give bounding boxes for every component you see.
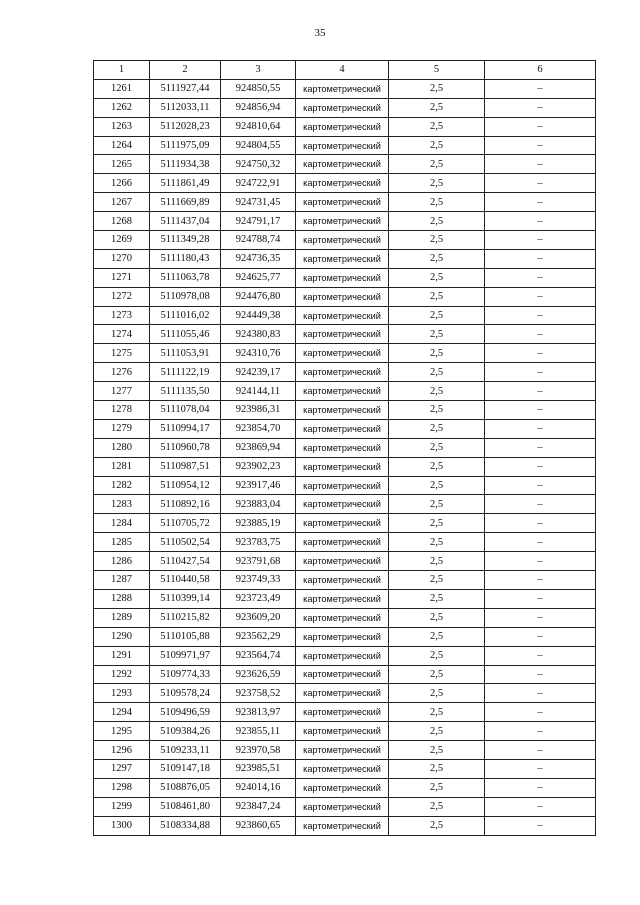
note-cell: – (485, 363, 596, 382)
point-number-cell: 1268 (94, 212, 150, 231)
y-coordinate-cell: 924736,35 (221, 249, 296, 268)
method-cell: картометрический (296, 117, 389, 136)
point-number-cell: 1288 (94, 589, 150, 608)
note-cell: – (485, 382, 596, 401)
table-header-row (94, 61, 596, 80)
x-coordinate-cell: 5111122,19 (150, 363, 221, 382)
y-coordinate-cell: 924014,16 (221, 778, 296, 797)
accuracy-cell: 2,5 (389, 325, 485, 344)
table-row (94, 722, 596, 741)
table-row (94, 231, 596, 250)
y-coordinate-cell: 924810,64 (221, 117, 296, 136)
table-row (94, 514, 596, 533)
method-cell: картометрический (296, 778, 389, 797)
accuracy-cell: 2,5 (389, 98, 485, 117)
table-row (94, 117, 596, 136)
x-coordinate-cell: 5110954,12 (150, 476, 221, 495)
method-cell: картометрический (296, 457, 389, 476)
table-row (94, 797, 596, 816)
x-coordinate-cell: 5111063,78 (150, 268, 221, 287)
note-cell: – (485, 778, 596, 797)
accuracy-cell: 2,5 (389, 249, 485, 268)
accuracy-cell: 2,5 (389, 741, 485, 760)
point-number-cell: 1300 (94, 816, 150, 835)
x-coordinate-cell: 5111349,28 (150, 231, 221, 250)
x-coordinate-cell: 5108876,05 (150, 778, 221, 797)
method-cell: картометрический (296, 325, 389, 344)
point-number-cell: 1265 (94, 155, 150, 174)
y-coordinate-cell: 923758,52 (221, 684, 296, 703)
table-row (94, 419, 596, 438)
y-coordinate-cell: 924856,94 (221, 98, 296, 117)
accuracy-cell: 2,5 (389, 627, 485, 646)
x-coordinate-cell: 5110427,54 (150, 552, 221, 571)
page-number: 35 (314, 27, 326, 39)
column-header: 1 (94, 61, 150, 80)
table-row (94, 589, 596, 608)
x-coordinate-cell: 5111861,49 (150, 174, 221, 193)
y-coordinate-cell: 924239,17 (221, 363, 296, 382)
x-coordinate-cell: 5108334,88 (150, 816, 221, 835)
accuracy-cell: 2,5 (389, 306, 485, 325)
method-cell: картометрический (296, 684, 389, 703)
table-row (94, 476, 596, 495)
x-coordinate-cell: 5111669,89 (150, 193, 221, 212)
method-cell: картометрический (296, 268, 389, 287)
y-coordinate-cell: 923847,24 (221, 797, 296, 816)
x-coordinate-cell: 5110105,88 (150, 627, 221, 646)
y-coordinate-cell: 923970,58 (221, 741, 296, 760)
note-cell: – (485, 608, 596, 627)
column-header: 5 (389, 61, 485, 80)
method-cell: картометрический (296, 627, 389, 646)
x-coordinate-cell: 5109147,18 (150, 759, 221, 778)
x-coordinate-cell: 5111180,43 (150, 249, 221, 268)
method-cell: картометрический (296, 231, 389, 250)
point-number-cell: 1270 (94, 249, 150, 268)
note-cell: – (485, 703, 596, 722)
method-cell: картометрический (296, 401, 389, 420)
x-coordinate-cell: 5112028,23 (150, 117, 221, 136)
y-coordinate-cell: 923562,29 (221, 627, 296, 646)
y-coordinate-cell: 923860,65 (221, 816, 296, 835)
table-row (94, 155, 596, 174)
table-row (94, 212, 596, 231)
point-number-cell: 1275 (94, 344, 150, 363)
y-coordinate-cell: 924625,77 (221, 268, 296, 287)
x-coordinate-cell: 5110987,51 (150, 457, 221, 476)
point-number-cell: 1295 (94, 722, 150, 741)
point-number-cell: 1299 (94, 797, 150, 816)
method-cell: картометрический (296, 212, 389, 231)
method-cell: картометрический (296, 514, 389, 533)
accuracy-cell: 2,5 (389, 759, 485, 778)
point-number-cell: 1264 (94, 136, 150, 155)
table-row (94, 401, 596, 420)
point-number-cell: 1266 (94, 174, 150, 193)
point-number-cell: 1280 (94, 438, 150, 457)
table-row (94, 627, 596, 646)
point-number-cell: 1281 (94, 457, 150, 476)
point-number-cell: 1285 (94, 533, 150, 552)
accuracy-cell: 2,5 (389, 136, 485, 155)
table-row (94, 571, 596, 590)
note-cell: – (485, 495, 596, 514)
table-row (94, 79, 596, 98)
table-row (94, 533, 596, 552)
y-coordinate-cell: 923813,97 (221, 703, 296, 722)
point-number-cell: 1297 (94, 759, 150, 778)
point-number-cell: 1278 (94, 401, 150, 420)
y-coordinate-cell: 923885,19 (221, 514, 296, 533)
method-cell: картометрический (296, 759, 389, 778)
accuracy-cell: 2,5 (389, 552, 485, 571)
method-cell: картометрический (296, 306, 389, 325)
method-cell: картометрический (296, 533, 389, 552)
method-cell: картометрический (296, 495, 389, 514)
x-coordinate-cell: 5111135,50 (150, 382, 221, 401)
y-coordinate-cell: 924731,45 (221, 193, 296, 212)
accuracy-cell: 2,5 (389, 665, 485, 684)
x-coordinate-cell: 5111927,44 (150, 79, 221, 98)
note-cell: – (485, 759, 596, 778)
y-coordinate-cell: 923854,70 (221, 419, 296, 438)
method-cell: картометрический (296, 589, 389, 608)
method-cell: картометрический (296, 344, 389, 363)
point-number-cell: 1271 (94, 268, 150, 287)
point-number-cell: 1282 (94, 476, 150, 495)
note-cell: – (485, 231, 596, 250)
accuracy-cell: 2,5 (389, 401, 485, 420)
table-row (94, 98, 596, 117)
accuracy-cell: 2,5 (389, 231, 485, 250)
x-coordinate-cell: 5108461,80 (150, 797, 221, 816)
column-header: 2 (150, 61, 221, 80)
accuracy-cell: 2,5 (389, 174, 485, 193)
table-row (94, 306, 596, 325)
method-cell: картометрический (296, 741, 389, 760)
point-number-cell: 1262 (94, 98, 150, 117)
note-cell: – (485, 816, 596, 835)
accuracy-cell: 2,5 (389, 212, 485, 231)
accuracy-cell: 2,5 (389, 268, 485, 287)
note-cell: – (485, 684, 596, 703)
point-number-cell: 1273 (94, 306, 150, 325)
x-coordinate-cell: 5110399,14 (150, 589, 221, 608)
method-cell: картометрический (296, 665, 389, 684)
x-coordinate-cell: 5110994,17 (150, 419, 221, 438)
y-coordinate-cell: 923986,31 (221, 401, 296, 420)
note-cell: – (485, 79, 596, 98)
method-cell: картометрический (296, 608, 389, 627)
point-number-cell: 1267 (94, 193, 150, 212)
note-cell: – (485, 665, 596, 684)
x-coordinate-cell: 5110215,82 (150, 608, 221, 627)
y-coordinate-cell: 923723,49 (221, 589, 296, 608)
x-coordinate-cell: 5111016,02 (150, 306, 221, 325)
y-coordinate-cell: 924791,17 (221, 212, 296, 231)
y-coordinate-cell: 924788,74 (221, 231, 296, 250)
point-number-cell: 1296 (94, 741, 150, 760)
point-number-cell: 1286 (94, 552, 150, 571)
x-coordinate-cell: 5110978,08 (150, 287, 221, 306)
method-cell: картометрический (296, 722, 389, 741)
point-number-cell: 1263 (94, 117, 150, 136)
point-number-cell: 1287 (94, 571, 150, 590)
note-cell: – (485, 571, 596, 590)
method-cell: картометрический (296, 382, 389, 401)
method-cell: картометрический (296, 816, 389, 835)
accuracy-cell: 2,5 (389, 193, 485, 212)
note-cell: – (485, 419, 596, 438)
y-coordinate-cell: 923749,33 (221, 571, 296, 590)
x-coordinate-cell: 5110705,72 (150, 514, 221, 533)
y-coordinate-cell: 924722,91 (221, 174, 296, 193)
table-row (94, 457, 596, 476)
point-number-cell: 1293 (94, 684, 150, 703)
method-cell: картометрический (296, 571, 389, 590)
x-coordinate-cell: 5112033,11 (150, 98, 221, 117)
y-coordinate-cell: 923626,59 (221, 665, 296, 684)
x-coordinate-cell: 5110440,58 (150, 571, 221, 590)
accuracy-cell: 2,5 (389, 363, 485, 382)
method-cell: картометрический (296, 797, 389, 816)
table-row (94, 665, 596, 684)
x-coordinate-cell: 5109233,11 (150, 741, 221, 760)
note-cell: – (485, 344, 596, 363)
accuracy-cell: 2,5 (389, 287, 485, 306)
accuracy-cell: 2,5 (389, 722, 485, 741)
x-coordinate-cell: 5110502,54 (150, 533, 221, 552)
method-cell: картометрический (296, 174, 389, 193)
table-row (94, 174, 596, 193)
note-cell: – (485, 155, 596, 174)
y-coordinate-cell: 923609,20 (221, 608, 296, 627)
method-cell: картометрический (296, 155, 389, 174)
note-cell: – (485, 325, 596, 344)
note-cell: – (485, 646, 596, 665)
x-coordinate-cell: 5109384,26 (150, 722, 221, 741)
table-body (94, 79, 596, 835)
point-number-cell: 1291 (94, 646, 150, 665)
accuracy-cell: 2,5 (389, 571, 485, 590)
x-coordinate-cell: 5109971,97 (150, 646, 221, 665)
method-cell: картометрический (296, 703, 389, 722)
y-coordinate-cell: 924380,83 (221, 325, 296, 344)
point-number-cell: 1269 (94, 231, 150, 250)
x-coordinate-cell: 5109578,24 (150, 684, 221, 703)
y-coordinate-cell: 923902,23 (221, 457, 296, 476)
note-cell: – (485, 287, 596, 306)
y-coordinate-cell: 923917,46 (221, 476, 296, 495)
note-cell: – (485, 401, 596, 420)
table-row (94, 759, 596, 778)
column-header: 3 (221, 61, 296, 80)
note-cell: – (485, 268, 596, 287)
accuracy-cell: 2,5 (389, 457, 485, 476)
table-row (94, 136, 596, 155)
y-coordinate-cell: 923869,94 (221, 438, 296, 457)
column-header: 4 (296, 61, 389, 80)
accuracy-cell: 2,5 (389, 589, 485, 608)
note-cell: – (485, 552, 596, 571)
x-coordinate-cell: 5111078,04 (150, 401, 221, 420)
method-cell: картометрический (296, 193, 389, 212)
table-row (94, 438, 596, 457)
coordinates-table (93, 60, 596, 836)
point-number-cell: 1284 (94, 514, 150, 533)
note-cell: – (485, 589, 596, 608)
point-number-cell: 1272 (94, 287, 150, 306)
table-row (94, 268, 596, 287)
note-cell: – (485, 514, 596, 533)
column-header: 6 (485, 61, 596, 80)
accuracy-cell: 2,5 (389, 382, 485, 401)
note-cell: – (485, 476, 596, 495)
accuracy-cell: 2,5 (389, 797, 485, 816)
y-coordinate-cell: 924144,11 (221, 382, 296, 401)
note-cell: – (485, 797, 596, 816)
method-cell: картометрический (296, 79, 389, 98)
point-number-cell: 1290 (94, 627, 150, 646)
accuracy-cell: 2,5 (389, 495, 485, 514)
method-cell: картометрический (296, 287, 389, 306)
table-row (94, 325, 596, 344)
point-number-cell: 1276 (94, 363, 150, 382)
note-cell: – (485, 457, 596, 476)
accuracy-cell: 2,5 (389, 117, 485, 136)
table-row (94, 816, 596, 835)
method-cell: картометрический (296, 363, 389, 382)
x-coordinate-cell: 5111934,38 (150, 155, 221, 174)
table-row (94, 703, 596, 722)
note-cell: – (485, 117, 596, 136)
table-row (94, 382, 596, 401)
accuracy-cell: 2,5 (389, 703, 485, 722)
point-number-cell: 1279 (94, 419, 150, 438)
accuracy-cell: 2,5 (389, 514, 485, 533)
note-cell: – (485, 249, 596, 268)
y-coordinate-cell: 923783,75 (221, 533, 296, 552)
table-row (94, 249, 596, 268)
x-coordinate-cell: 5111437,04 (150, 212, 221, 231)
y-coordinate-cell: 923855,11 (221, 722, 296, 741)
point-number-cell: 1277 (94, 382, 150, 401)
y-coordinate-cell: 924804,55 (221, 136, 296, 155)
method-cell: картометрический (296, 438, 389, 457)
method-cell: картометрический (296, 98, 389, 117)
table-row (94, 552, 596, 571)
note-cell: – (485, 174, 596, 193)
note-cell: – (485, 438, 596, 457)
table-row (94, 684, 596, 703)
note-cell: – (485, 98, 596, 117)
accuracy-cell: 2,5 (389, 646, 485, 665)
table-row (94, 646, 596, 665)
table-row (94, 193, 596, 212)
note-cell: – (485, 722, 596, 741)
x-coordinate-cell: 5110892,16 (150, 495, 221, 514)
method-cell: картометрический (296, 646, 389, 665)
note-cell: – (485, 533, 596, 552)
note-cell: – (485, 212, 596, 231)
method-cell: картометрический (296, 136, 389, 155)
y-coordinate-cell: 924310,76 (221, 344, 296, 363)
table-row (94, 495, 596, 514)
point-number-cell: 1298 (94, 778, 150, 797)
note-cell: – (485, 136, 596, 155)
x-coordinate-cell: 5110960,78 (150, 438, 221, 457)
point-number-cell: 1274 (94, 325, 150, 344)
note-cell: – (485, 741, 596, 760)
y-coordinate-cell: 924476,80 (221, 287, 296, 306)
x-coordinate-cell: 5109496,59 (150, 703, 221, 722)
table-row (94, 741, 596, 760)
point-number-cell: 1294 (94, 703, 150, 722)
point-number-cell: 1292 (94, 665, 150, 684)
point-number-cell: 1283 (94, 495, 150, 514)
accuracy-cell: 2,5 (389, 608, 485, 627)
method-cell: картометрический (296, 476, 389, 495)
y-coordinate-cell: 923791,68 (221, 552, 296, 571)
x-coordinate-cell: 5111975,09 (150, 136, 221, 155)
x-coordinate-cell: 5109774,33 (150, 665, 221, 684)
y-coordinate-cell: 924750,32 (221, 155, 296, 174)
y-coordinate-cell: 924850,55 (221, 79, 296, 98)
accuracy-cell: 2,5 (389, 778, 485, 797)
accuracy-cell: 2,5 (389, 533, 485, 552)
y-coordinate-cell: 923985,51 (221, 759, 296, 778)
accuracy-cell: 2,5 (389, 476, 485, 495)
method-cell: картометрический (296, 552, 389, 571)
table-row (94, 778, 596, 797)
point-number-cell: 1289 (94, 608, 150, 627)
y-coordinate-cell: 924449,38 (221, 306, 296, 325)
accuracy-cell: 2,5 (389, 438, 485, 457)
note-cell: – (485, 627, 596, 646)
table-row (94, 608, 596, 627)
accuracy-cell: 2,5 (389, 344, 485, 363)
method-cell: картометрический (296, 419, 389, 438)
table-row (94, 344, 596, 363)
accuracy-cell: 2,5 (389, 155, 485, 174)
accuracy-cell: 2,5 (389, 684, 485, 703)
note-cell: – (485, 306, 596, 325)
x-coordinate-cell: 5111055,46 (150, 325, 221, 344)
table-row (94, 287, 596, 306)
note-cell: – (485, 193, 596, 212)
accuracy-cell: 2,5 (389, 419, 485, 438)
accuracy-cell: 2,5 (389, 816, 485, 835)
y-coordinate-cell: 923883,04 (221, 495, 296, 514)
y-coordinate-cell: 923564,74 (221, 646, 296, 665)
point-number-cell: 1261 (94, 79, 150, 98)
table-row (94, 363, 596, 382)
accuracy-cell: 2,5 (389, 79, 485, 98)
method-cell: картометрический (296, 249, 389, 268)
x-coordinate-cell: 5111053,91 (150, 344, 221, 363)
